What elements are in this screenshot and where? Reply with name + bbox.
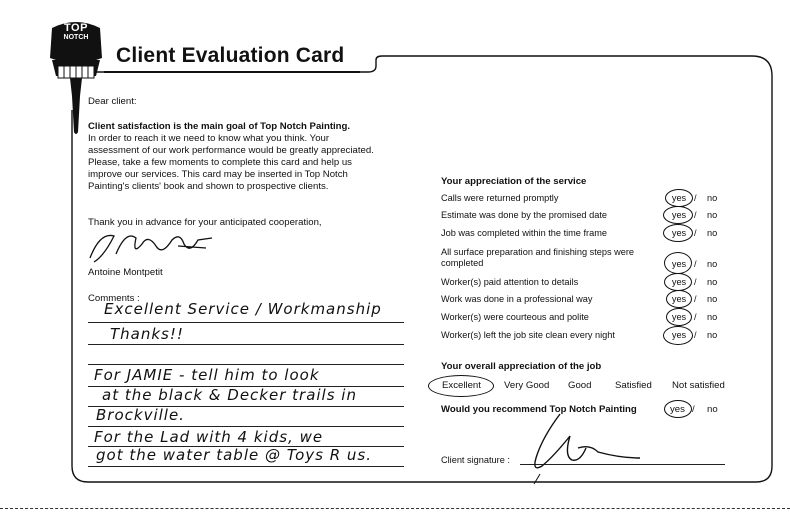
comment-line-4: For JAMIE - tell him to look [94, 366, 320, 384]
overall-heading: Your overall appreciation of the job [441, 361, 602, 372]
recommend-no[interactable]: no [707, 404, 718, 415]
comment-line-7: For the Lad with 4 kids, we [94, 428, 324, 446]
letter-paragraph: In order to reach it we need to know what you think. Your assessment of our work performance would be greatly appreciated. Please, take a few moments to complete this card and help us improve our services. This card may be inserted in Top Notch Painting's clients' book and shown to prospective clients. [88, 133, 374, 192]
comment-rule [88, 364, 404, 365]
overall-option-not-satisfied[interactable]: Not satisfied [672, 380, 725, 391]
service-item-no[interactable]: no [707, 330, 718, 340]
service-item-label: Worker(s) left the job site clean every night [441, 330, 615, 340]
slash: / [694, 312, 697, 322]
service-item-yes[interactable]: yes [671, 193, 687, 203]
yes-circle-mark [666, 290, 692, 308]
client-signature-label: Client signature : [441, 455, 510, 465]
yes-circle-mark [663, 206, 693, 224]
service-item-yes[interactable]: yes [671, 294, 687, 304]
service-item-no[interactable]: no [707, 294, 718, 304]
service-item-yes[interactable]: yes [671, 330, 687, 340]
overall-option-satisfied[interactable]: Satisfied [615, 380, 652, 391]
service-item-no[interactable]: no [707, 312, 718, 322]
service-item-label: Work was done in a professional way [441, 294, 593, 304]
comments-label: Comments : [88, 293, 140, 304]
slash: / [694, 210, 697, 220]
slash: / [694, 330, 697, 340]
service-item-no[interactable]: no [707, 259, 718, 269]
service-item-label: Worker(s) paid attention to details [441, 277, 579, 287]
page-title: Client Evaluation Card [116, 44, 345, 67]
service-item-yes[interactable]: yes [671, 312, 687, 322]
service-item-label: Estimate was done by the promised date [441, 210, 607, 220]
letter-body [88, 121, 378, 193]
comment-rule [88, 466, 404, 467]
yes-circle-mark [663, 326, 693, 345]
slash: / [694, 277, 697, 287]
service-item-label: All surface preparation and finishing steps were completed [441, 247, 635, 268]
comment-line-8: got the water table @ Toys R us. [96, 446, 372, 464]
service-item-no[interactable]: no [707, 210, 718, 220]
service-item-no[interactable]: no [707, 228, 718, 238]
yes-circle-mark [665, 189, 693, 207]
client-signature [520, 408, 700, 488]
logo-line2: NOTCH [63, 34, 89, 41]
service-item-no[interactable]: no [707, 193, 718, 203]
slash: / [694, 193, 697, 203]
comment-line-5: at the black & Decker trails in [102, 386, 357, 404]
overall-option-good[interactable]: Good [568, 380, 592, 391]
service-item-yes[interactable]: yes [671, 259, 687, 269]
greeting: Dear client: [88, 96, 137, 107]
service-item-label: Job was completed within the time frame [441, 228, 607, 238]
signer-name: Antoine Montpetit [88, 267, 163, 278]
service-item-yes[interactable]: yes [671, 228, 687, 238]
comment-line-2: Thanks!! [110, 325, 184, 343]
excellent-circle-mark [428, 375, 494, 397]
yes-circle-mark [664, 273, 692, 291]
comment-line-1: Excellent Service / Workmanship [104, 300, 382, 318]
logo-line1: TOP [64, 22, 88, 34]
slash: / [694, 259, 697, 269]
letter-lead: Client satisfaction is the main goal of Top Notch Painting. [88, 121, 351, 132]
slash: / [692, 404, 695, 415]
overall-option-very-good[interactable]: Very Good [504, 380, 550, 391]
yes-circle-mark [663, 224, 693, 242]
service-item-no[interactable]: no [707, 277, 718, 287]
slash: / [694, 228, 697, 238]
letter-closing: Thank you in advance for your anticipated cooperation, [88, 217, 322, 228]
yes-circle-mark [666, 308, 692, 326]
recommend-yes[interactable]: yes [670, 404, 685, 415]
slash: / [694, 294, 697, 304]
cut-line-divider [0, 508, 790, 509]
comment-line-6: Brockville. [96, 406, 185, 424]
comment-rule [88, 344, 404, 345]
recommend-question: Would you recommend Top Notch Painting [441, 404, 637, 415]
service-item-yes[interactable]: yes [671, 277, 687, 287]
overall-option-excellent[interactable]: Excellent [442, 380, 481, 391]
comment-rule [88, 322, 404, 323]
owner-signature [86, 226, 216, 266]
comment-rule [88, 426, 404, 427]
service-item-label: Worker(s) were courteous and polite [441, 312, 589, 322]
service-item-label: Calls were returned promptly [441, 193, 559, 203]
service-item-yes[interactable]: yes [671, 210, 687, 220]
yes-circle-mark [664, 252, 692, 274]
service-heading: Your appreciation of the service [441, 176, 587, 187]
